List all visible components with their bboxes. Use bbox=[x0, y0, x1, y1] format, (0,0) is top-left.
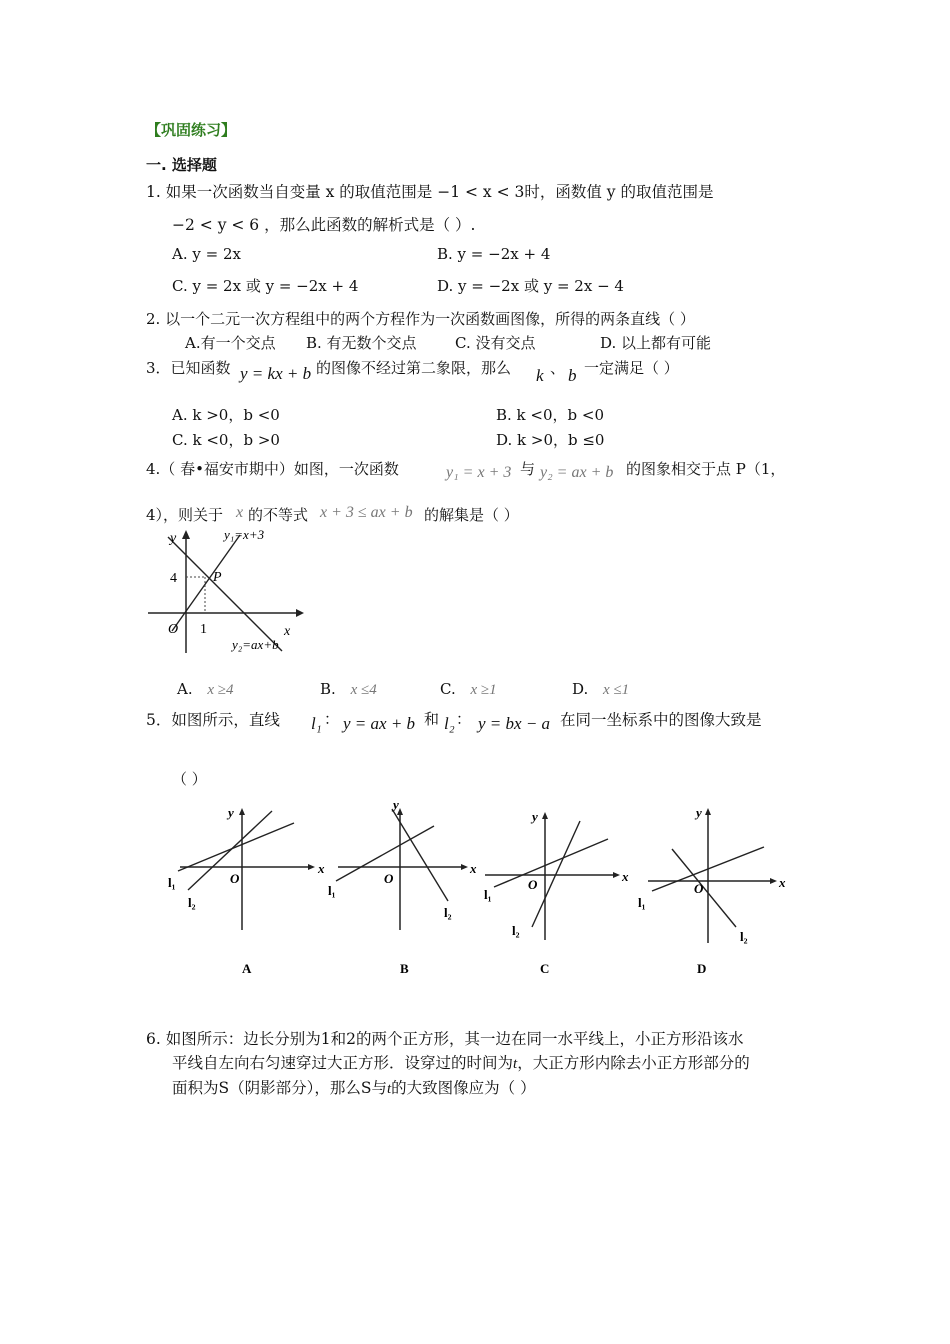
q4-eq1: y₁ = x + 3 bbox=[446, 464, 512, 481]
q4-x-arrow bbox=[296, 609, 304, 617]
q3-function-expr: y = kx + b bbox=[240, 364, 312, 383]
q5c-l1-label: l₁ bbox=[484, 887, 492, 902]
q5d-l2-label: l₂ bbox=[740, 929, 748, 944]
q5d-x-arrow bbox=[770, 878, 777, 884]
q4-line2-end: 的解集是（ ） bbox=[424, 506, 519, 524]
q1-option-b[interactable]: B. y = −2x + 4 bbox=[437, 245, 551, 263]
q5a-y-label: y bbox=[228, 805, 234, 820]
q5-eq2: y = bx − a bbox=[478, 714, 551, 733]
q5c-x-arrow bbox=[613, 872, 620, 878]
q5c-line-l1 bbox=[494, 839, 608, 887]
q5a-x-label: x bbox=[318, 861, 325, 876]
q5b-y-label: y bbox=[393, 797, 399, 812]
q5c-caption: C bbox=[540, 961, 550, 976]
q2-option-c[interactable]: C. 没有交点 bbox=[455, 334, 536, 352]
q2-line1: 2. 以一个二元一次方程组中的两个方程作为一次函数画图像，所得的两条直线（ ） bbox=[146, 310, 695, 328]
q4-tick-1: 1 bbox=[200, 622, 207, 637]
q5c-y-arrow bbox=[542, 812, 548, 819]
q5a-origin: O bbox=[230, 871, 240, 886]
q4-option-d-label: D. bbox=[572, 680, 589, 698]
q5a-y-arrow bbox=[239, 808, 245, 815]
q4-y-label: y bbox=[170, 531, 177, 546]
q5c-l2-label: l₂ bbox=[512, 923, 520, 938]
q3-option-b[interactable]: B. k <0，b <0 bbox=[496, 406, 605, 424]
q6-t2: t bbox=[387, 1081, 392, 1097]
q5-eq1: y = ax + b bbox=[343, 714, 416, 733]
q5-stem-start: 5．如图所示，直线 bbox=[146, 711, 280, 729]
q6-line1: 6. 如图所示：边长分别为1和2的两个正方形，其一边在同一水平线上，小正方形沿该水 bbox=[146, 1030, 744, 1048]
q5d-origin: O bbox=[694, 881, 704, 896]
q1-option-c[interactable]: C. y = 2x 或 y = −2x + 4 bbox=[172, 277, 359, 295]
q4-tick-4: 4 bbox=[170, 571, 177, 586]
q5b-origin: O bbox=[384, 871, 394, 886]
q4-stem-end: 的图象相交于点 P（1， bbox=[626, 460, 786, 478]
q6-line2 bbox=[172, 1051, 750, 1073]
q5-graph-c[interactable] bbox=[484, 809, 629, 976]
q6-line2-start: 平线自左向右匀速穿过大正方形．设穿过的时间为 bbox=[172, 1054, 514, 1072]
q4-option-b-label: B. bbox=[320, 680, 336, 698]
q5a-caption: A bbox=[242, 961, 252, 976]
q3-stem-end: 一定满足（ ） bbox=[584, 359, 679, 377]
q5b-x-arrow bbox=[461, 864, 468, 870]
q6-line2-end: ，大正方形内除去小正方形部分的 bbox=[517, 1054, 750, 1072]
q3-b: b bbox=[568, 366, 577, 385]
q4-x: x bbox=[236, 504, 244, 521]
q5d-y-arrow bbox=[705, 808, 711, 815]
q5d-line-l2 bbox=[672, 849, 736, 927]
q5c-y-label: y bbox=[532, 809, 538, 824]
q3-stem-mid: 的图像不经过第二象限，那么 bbox=[316, 359, 512, 377]
q4-option-c[interactable] bbox=[440, 680, 497, 699]
q5-stem-end: 在同一坐标系中的图像大致是 bbox=[560, 711, 762, 729]
q4-label-y1: y₁=x+3 bbox=[224, 527, 265, 542]
q4-option-a-value: x ≥4 bbox=[207, 682, 234, 698]
q4-line-y2 bbox=[168, 537, 282, 651]
q6-t1: t bbox=[513, 1056, 518, 1072]
q5c-x-label: x bbox=[622, 869, 629, 884]
q4-y-arrow bbox=[182, 530, 190, 539]
q1-option-d[interactable]: D. y = −2x 或 y = 2x − 4 bbox=[437, 277, 624, 295]
q5-colon2: ： bbox=[456, 710, 472, 728]
section-title: 一. 选择题 bbox=[146, 156, 217, 174]
q5b-x-label: x bbox=[470, 861, 477, 876]
q2-option-d[interactable]: D. 以上都有可能 bbox=[600, 334, 712, 352]
q5b-caption: B bbox=[400, 961, 409, 976]
q4-option-a[interactable] bbox=[177, 680, 234, 699]
q5-answer-paren: （ ） bbox=[172, 770, 207, 788]
q5b-l1-label: l₁ bbox=[328, 883, 336, 898]
q4-point-p: P bbox=[213, 570, 222, 585]
q4-option-c-label: C. bbox=[440, 680, 456, 698]
q4-inequality: x + 3 ≤ ax + b bbox=[320, 504, 413, 521]
q1-option-a[interactable]: A. y = 2x bbox=[172, 245, 241, 263]
q4-option-c-value: x ≥1 bbox=[470, 682, 497, 698]
q3-option-d[interactable]: D. k >0，b ≤0 bbox=[496, 431, 605, 449]
q5-colon1: ： bbox=[324, 710, 340, 728]
q1-line2: −2 < y < 6 ，那么此函数的解析式是（ ）. bbox=[172, 216, 476, 234]
q1-line1: 1. 如果一次函数当自变量 x 的取值范围是 −1 < x < 3时，函数值 y 的取值范围是 bbox=[146, 183, 714, 201]
q5-graphs bbox=[160, 795, 800, 985]
q5-graph-b[interactable] bbox=[328, 797, 477, 976]
q4-option-b-value: x ≤4 bbox=[350, 682, 377, 698]
q4-line2-mid: 的不等式 bbox=[248, 506, 309, 524]
q2-option-a[interactable]: A.有一个交点 bbox=[185, 334, 276, 352]
q5d-caption: D bbox=[697, 961, 707, 976]
q4-option-d[interactable] bbox=[572, 680, 629, 699]
practice-heading: 【巩固练习】 bbox=[146, 121, 237, 139]
q4-option-d-value: x ≤1 bbox=[603, 682, 630, 698]
q5d-x-label: x bbox=[779, 875, 786, 890]
q4-eq2: y₂ = ax + b bbox=[540, 464, 614, 481]
q4-graph bbox=[140, 525, 310, 665]
q5a-l1-label: l₁ bbox=[168, 875, 176, 890]
q4-stem-start: 4.（ 春•福安市期中）如图，一次函数 bbox=[146, 460, 399, 478]
q4-line-y1 bbox=[172, 535, 240, 631]
q3-separator: 、 bbox=[550, 359, 566, 377]
q6-line3-end: 的大致图像应为（ ） bbox=[391, 1079, 536, 1097]
q5a-l2-label: l₂ bbox=[188, 895, 196, 910]
q5-graph-a[interactable] bbox=[168, 805, 325, 976]
q5d-l1-label: l₁ bbox=[638, 895, 646, 910]
q5a-line-l1 bbox=[178, 823, 294, 871]
q5-l2: l₂ bbox=[444, 714, 455, 733]
q4-x-label: x bbox=[284, 624, 291, 639]
q3-k: k bbox=[536, 366, 544, 385]
q5c-origin: O bbox=[528, 877, 538, 892]
q5-l1: l₁ bbox=[311, 714, 322, 733]
q6-line3 bbox=[172, 1076, 536, 1098]
q5d-y-label: y bbox=[696, 805, 702, 820]
q4-line2-start: 4），则关于 bbox=[146, 506, 224, 524]
q4-with: 与 bbox=[520, 460, 536, 478]
q5-and: 和 bbox=[424, 710, 440, 728]
q5-graph-d[interactable] bbox=[638, 805, 786, 976]
q4-option-a-label: A. bbox=[177, 680, 193, 698]
q3-option-a[interactable]: A. k >0，b <0 bbox=[172, 406, 280, 424]
q5a-x-arrow bbox=[308, 864, 315, 870]
q5b-l2-label: l₂ bbox=[444, 905, 452, 920]
q3-stem-start: 3．已知函数 bbox=[146, 359, 231, 377]
q4-origin: O bbox=[168, 622, 179, 637]
q2-option-b[interactable]: B. 有无数个交点 bbox=[306, 334, 417, 352]
q3-option-c[interactable]: C. k <0，b >0 bbox=[172, 431, 280, 449]
q6-line3-start: 面积为S（阴影部分），那么S与 bbox=[172, 1079, 387, 1097]
q4-option-b[interactable] bbox=[320, 680, 377, 699]
q5c-line-l2 bbox=[532, 821, 580, 927]
q4-label-y2: y₂=ax+b bbox=[232, 637, 279, 652]
